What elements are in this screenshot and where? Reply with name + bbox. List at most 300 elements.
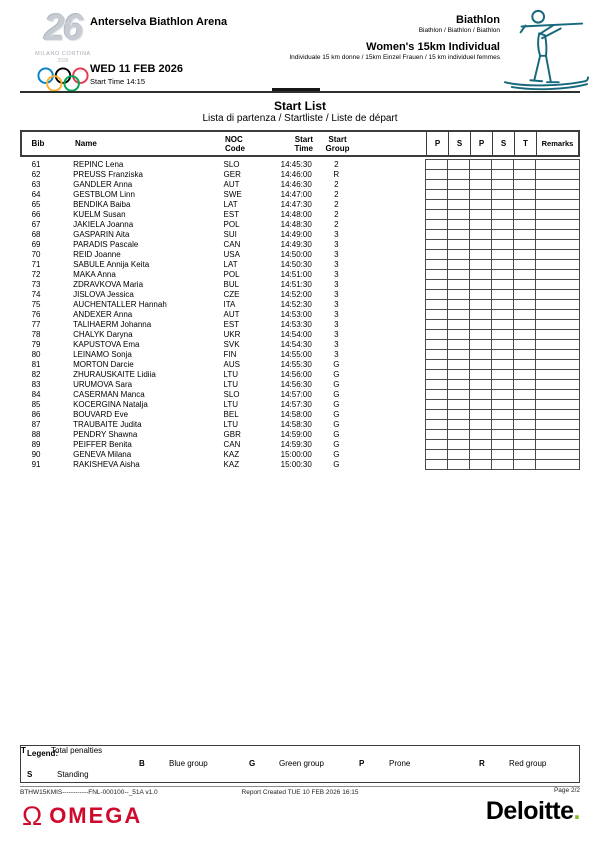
legend-key: S (27, 770, 33, 779)
score-box-standing-2 (491, 290, 513, 300)
name-cell: GESTBLOM Linn (73, 189, 135, 199)
start-group-cell: G (333, 389, 340, 399)
spacer-cell (359, 170, 425, 180)
spacer-cell (359, 240, 425, 250)
noc-cell: KAZ (223, 459, 240, 469)
legend-label: Total penalties (51, 746, 103, 755)
name-cell: GASPARIN Aita (73, 229, 130, 239)
score-box-prone-2 (469, 450, 491, 460)
remarks-cell (535, 430, 579, 440)
legend-key: T (21, 746, 26, 755)
table-row (20, 330, 580, 340)
score-box-standing-2 (491, 370, 513, 380)
score-box-prone-1 (425, 290, 447, 300)
score-box-prone-2 (469, 400, 491, 410)
score-box-total (513, 350, 535, 360)
score-box-total (513, 390, 535, 400)
spacer-cell (359, 230, 425, 240)
remarks-cell (535, 340, 579, 350)
score-box-prone-2 (469, 160, 491, 170)
score-box-total (513, 360, 535, 370)
remarks-cell (535, 460, 579, 470)
noc-cell: SLO (223, 389, 240, 399)
name-cell: MAKA Anna (73, 269, 116, 279)
name-cell: TALIHAERM Johanna (73, 319, 152, 329)
remarks-cell (535, 330, 579, 340)
start-group-cell: 2 (334, 219, 339, 229)
spacer-cell (359, 320, 425, 330)
score-box-standing-2 (491, 310, 513, 320)
score-box-prone-2 (469, 410, 491, 420)
spacer-cell (359, 380, 425, 390)
score-box-prone-1 (425, 460, 447, 470)
score-box-standing-2 (491, 380, 513, 390)
omega-icon: Ω (22, 801, 43, 831)
score-box-prone-1 (425, 300, 447, 310)
start-group-cell: G (333, 459, 340, 469)
score-box-total (513, 420, 535, 430)
score-box-standing-1 (447, 280, 469, 290)
start-time-cell: 14:58:30 (280, 419, 312, 429)
bib-cell: 84 (31, 389, 41, 399)
name-cell: BOUVARD Eve (73, 409, 129, 419)
noc-cell: POL (223, 219, 240, 229)
score-box-prone-1 (425, 390, 447, 400)
score-box-prone-1 (425, 260, 447, 270)
score-box-standing-2 (491, 330, 513, 340)
start-time-cell: 14:54:00 (280, 329, 312, 339)
score-box-prone-1 (425, 200, 447, 210)
remarks-cell (535, 270, 579, 280)
omega-logo (22, 801, 142, 831)
score-box-prone-2 (469, 360, 491, 370)
start-group-cell: G (333, 449, 340, 459)
score-box-standing-1 (447, 430, 469, 440)
score-box-standing-1 (447, 440, 469, 450)
bib-cell: 87 (31, 419, 41, 429)
spacer-cell (359, 260, 425, 270)
start-group-cell: G (333, 419, 340, 429)
score-box-prone-1 (425, 370, 447, 380)
score-box-total (513, 240, 535, 250)
legend-item (249, 759, 324, 768)
score-box-standing-2 (491, 450, 513, 460)
name-cell: MORTON Darcie (73, 359, 134, 369)
remarks-cell (535, 400, 579, 410)
bib-cell: 70 (31, 249, 41, 259)
bib-cell: 81 (31, 359, 41, 369)
score-box-prone-2 (469, 440, 491, 450)
table-row (20, 300, 580, 310)
name-cell: GENEVA Milana (73, 449, 132, 459)
score-box-total (513, 450, 535, 460)
name-cell: ZDRAVKOVA Maria (73, 279, 144, 289)
spacer-cell (359, 200, 425, 210)
noc-cell: LTU (223, 399, 239, 409)
score-box-standing-2 (491, 250, 513, 260)
column-header-prone-2: P (470, 132, 492, 155)
noc-cell: EST (223, 319, 240, 329)
remarks-cell (535, 420, 579, 430)
score-box-total (513, 380, 535, 390)
table-row (20, 160, 580, 170)
score-box-total (513, 310, 535, 320)
remarks-cell (535, 210, 579, 220)
event-header (289, 14, 500, 61)
remarks-cell (535, 410, 579, 420)
name-cell: KOCERGINA Natalja (73, 399, 148, 409)
score-box-standing-2 (491, 240, 513, 250)
start-group-cell: 2 (334, 199, 339, 209)
score-box-standing-2 (491, 460, 513, 470)
start-group-cell: 3 (334, 329, 339, 339)
start-time-cell: 14:56:30 (280, 379, 312, 389)
score-box-prone-2 (469, 330, 491, 340)
start-group-cell: G (333, 439, 340, 449)
table-header (20, 130, 580, 157)
bib-cell: 72 (31, 269, 41, 279)
start-time-cell: 14:57:00 (280, 389, 312, 399)
score-box-total (513, 160, 535, 170)
noc-cell: ITA (223, 299, 236, 309)
score-box-total (513, 210, 535, 220)
score-box-standing-2 (491, 170, 513, 180)
table-row (20, 340, 580, 350)
table-row (20, 440, 580, 450)
score-box-prone-1 (425, 310, 447, 320)
bib-cell: 90 (31, 449, 41, 459)
start-time-cell: 14:49:30 (280, 239, 312, 249)
start-group-cell: 3 (334, 249, 339, 259)
start-group-cell: 2 (334, 189, 339, 199)
score-box-standing-1 (447, 350, 469, 360)
remarks-cell (535, 260, 579, 270)
start-time-cell: 15:00:30 (280, 459, 312, 469)
score-box-standing-1 (447, 230, 469, 240)
score-box-total (513, 320, 535, 330)
bib-cell: 73 (31, 279, 41, 289)
start-group-cell: R (333, 169, 340, 179)
score-box-prone-1 (425, 430, 447, 440)
olympic-rings-icon (36, 67, 90, 94)
table-row (20, 400, 580, 410)
legend-item (21, 746, 102, 755)
score-box-total (513, 300, 535, 310)
score-box-prone-1 (425, 240, 447, 250)
spacer-cell (359, 430, 425, 440)
bib-cell: 86 (31, 409, 41, 419)
score-box-standing-1 (447, 460, 469, 470)
score-box-prone-2 (469, 180, 491, 190)
event-date: WED 11 FEB 2026 (90, 63, 183, 75)
score-box-standing-2 (491, 190, 513, 200)
score-box-prone-1 (425, 320, 447, 330)
score-box-standing-1 (447, 300, 469, 310)
spacer-cell (359, 370, 425, 380)
score-box-prone-1 (425, 420, 447, 430)
name-cell: LEINAMO Sonja (73, 349, 132, 359)
name-cell: REID Joanne (73, 249, 121, 259)
spacer-cell (359, 300, 425, 310)
column-header-bib: Bib (31, 139, 45, 148)
event-langs: Individuale 15 km donne / 15km Einzel Frauen / 15 km individuel femmes (289, 54, 500, 61)
score-box-standing-1 (447, 400, 469, 410)
noc-cell: SVK (223, 339, 240, 349)
noc-cell: LTU (223, 419, 239, 429)
spacer-cell (359, 410, 425, 420)
table-row (20, 350, 580, 360)
start-time-cell: 14:52:30 (280, 299, 312, 309)
score-box-standing-2 (491, 200, 513, 210)
bib-cell: 79 (31, 339, 41, 349)
bib-cell: 88 (31, 429, 41, 439)
score-box-prone-1 (425, 170, 447, 180)
noc-cell: UKR (223, 329, 241, 339)
remarks-cell (535, 300, 579, 310)
name-cell: URUMOVA Sara (73, 379, 133, 389)
start-list-table (20, 159, 580, 470)
table-row (20, 180, 580, 190)
table-row (20, 370, 580, 380)
deloitte-dot: . (573, 797, 580, 825)
start-group-cell: G (333, 429, 340, 439)
score-box-standing-1 (447, 210, 469, 220)
noc-cell: BEL (223, 409, 239, 419)
legend-items (21, 746, 579, 782)
spacer-cell (359, 210, 425, 220)
noc-cell: SLO (223, 159, 240, 169)
score-box-standing-2 (491, 360, 513, 370)
start-group-cell: G (333, 399, 340, 409)
start-time-cell: 14:56:00 (280, 369, 312, 379)
score-box-prone-2 (469, 310, 491, 320)
score-box-standing-2 (491, 210, 513, 220)
spacer-cell (359, 350, 425, 360)
start-group-cell: 3 (334, 319, 339, 329)
score-box-standing-2 (491, 230, 513, 240)
spacer-cell (359, 340, 425, 350)
score-box-prone-1 (425, 360, 447, 370)
score-box-standing-2 (491, 270, 513, 280)
bib-cell: 61 (31, 159, 41, 169)
start-time-cell: 14:51:00 (280, 269, 312, 279)
start-time: Start Time 14:15 (90, 77, 146, 86)
start-group-cell: 3 (334, 269, 339, 279)
score-box-total (513, 260, 535, 270)
legend-item (27, 770, 89, 779)
score-box-prone-1 (425, 250, 447, 260)
score-box-prone-2 (469, 320, 491, 330)
spacer-cell (359, 250, 425, 260)
start-time-cell: 14:47:30 (280, 199, 312, 209)
table-row (20, 240, 580, 250)
score-box-prone-2 (469, 190, 491, 200)
score-box-standing-1 (447, 250, 469, 260)
header-rule (20, 91, 580, 93)
start-time-cell: 14:50:00 (280, 249, 312, 259)
name-cell: ANDEXER Anna (73, 309, 133, 319)
remarks-cell (535, 280, 579, 290)
score-box-standing-1 (447, 180, 469, 190)
legend-box (20, 745, 580, 783)
score-box-total (513, 430, 535, 440)
noc-cell: CZE (223, 289, 240, 299)
score-box-prone-1 (425, 230, 447, 240)
bib-cell: 63 (31, 179, 41, 189)
bib-cell: 82 (31, 369, 41, 379)
table-row (20, 210, 580, 220)
table-row (20, 320, 580, 330)
spacer-cell (359, 290, 425, 300)
score-box-total (513, 180, 535, 190)
name-cell: JAKIELA Joanna (73, 219, 134, 229)
footer-document-code: BTHW15KMIS------------FNL-000100--_51A v1.0 (20, 789, 158, 796)
remarks-cell (535, 440, 579, 450)
legend-key: G (249, 759, 256, 768)
name-cell: AUCHENTALLER Hannah (73, 299, 167, 309)
start-time-cell: 14:48:00 (280, 209, 312, 219)
remarks-cell (535, 320, 579, 330)
bib-cell: 76 (31, 309, 41, 319)
legend-label: Blue group (169, 759, 208, 768)
legend-key: R (479, 759, 485, 768)
score-box-standing-1 (447, 320, 469, 330)
score-box-standing-2 (491, 160, 513, 170)
legend-label: Green group (279, 759, 324, 768)
bib-cell: 77 (31, 319, 41, 329)
score-box-standing-1 (447, 260, 469, 270)
spacer-cell (359, 400, 425, 410)
name-cell: PEIFFER Benita (73, 439, 132, 449)
column-header-standing-2: S (492, 132, 514, 155)
start-time-cell: 14:47:00 (280, 189, 312, 199)
score-box-prone-2 (469, 350, 491, 360)
score-box-total (513, 370, 535, 380)
table-row (20, 230, 580, 240)
remarks-cell (535, 370, 579, 380)
column-header-standing-1: S (448, 132, 470, 155)
bib-cell: 85 (31, 399, 41, 409)
noc-cell: FIN (223, 349, 237, 359)
noc-cell: LTU (223, 379, 239, 389)
name-cell: CASERMAN Manca (73, 389, 145, 399)
legend-item (359, 759, 410, 768)
score-box-prone-1 (425, 270, 447, 280)
score-box-total (513, 290, 535, 300)
score-box-standing-1 (447, 240, 469, 250)
remarks-cell (535, 310, 579, 320)
score-box-prone-2 (469, 340, 491, 350)
bib-cell: 78 (31, 329, 41, 339)
page-number: Page 2/2 (553, 787, 580, 794)
score-box-standing-2 (491, 420, 513, 430)
score-box-prone-1 (425, 180, 447, 190)
score-box-total (513, 230, 535, 240)
score-box-standing-1 (447, 370, 469, 380)
table-row (20, 170, 580, 180)
start-group-cell: G (333, 359, 340, 369)
table-row (20, 310, 580, 320)
score-box-prone-2 (469, 270, 491, 280)
remarks-cell (535, 230, 579, 240)
spacer-cell (359, 460, 425, 470)
noc-cell: SWE (223, 189, 242, 199)
bib-cell: 68 (31, 229, 41, 239)
start-time-cell: 14:51:30 (280, 279, 312, 289)
score-box-prone-2 (469, 290, 491, 300)
score-box-standing-2 (491, 400, 513, 410)
start-group-cell: 2 (334, 209, 339, 219)
score-box-standing-2 (491, 350, 513, 360)
start-group-cell: 3 (334, 239, 339, 249)
score-box-prone-1 (425, 400, 447, 410)
score-box-standing-2 (491, 280, 513, 290)
legend-label: Prone (389, 759, 411, 768)
noc-cell: GER (223, 169, 241, 179)
deloitte-wordmark: Deloitte (485, 797, 574, 825)
score-box-standing-1 (447, 330, 469, 340)
omega-wordmark: OMEGA (49, 803, 143, 828)
bib-cell: 69 (31, 239, 41, 249)
score-box-prone-2 (469, 390, 491, 400)
name-cell: REPINC Lena (73, 159, 124, 169)
table-row (20, 270, 580, 280)
score-box-prone-2 (469, 200, 491, 210)
footer-rule (20, 786, 580, 787)
start-time-cell: 14:55:00 (280, 349, 312, 359)
score-box-standing-2 (491, 300, 513, 310)
start-time-cell: 14:49:00 (280, 229, 312, 239)
milano-cortina-year: 2026 (57, 58, 69, 64)
spacer-cell (359, 450, 425, 460)
score-box-total (513, 250, 535, 260)
bib-cell: 66 (31, 209, 41, 219)
score-box-standing-2 (491, 180, 513, 190)
remarks-cell (535, 450, 579, 460)
table-row (20, 290, 580, 300)
score-box-total (513, 460, 535, 470)
score-box-standing-2 (491, 390, 513, 400)
start-time-cell: 14:59:30 (280, 439, 312, 449)
remarks-cell (535, 220, 579, 230)
noc-cell: LTU (223, 369, 239, 379)
event-title: Women's 15km Individual (366, 41, 500, 53)
score-box-standing-2 (491, 430, 513, 440)
score-box-standing-1 (447, 270, 469, 280)
noc-cell: LAT (223, 259, 238, 269)
name-cell: GANDLER Anna (73, 179, 133, 189)
page-title: Start List (273, 99, 326, 113)
score-box-prone-1 (425, 330, 447, 340)
score-box-standing-2 (491, 220, 513, 230)
remarks-cell (535, 190, 579, 200)
score-box-prone-2 (469, 280, 491, 290)
spacer-cell (359, 280, 425, 290)
table-row (20, 280, 580, 290)
score-box-total (513, 330, 535, 340)
score-box-total (513, 400, 535, 410)
score-box-prone-2 (469, 420, 491, 430)
start-group-cell: 3 (334, 349, 339, 359)
start-time-cell: 14:53:30 (280, 319, 312, 329)
remarks-cell (535, 360, 579, 370)
score-box-prone-2 (469, 370, 491, 380)
name-cell: RAKISHEVA Aisha (73, 459, 140, 469)
spacer-cell (359, 160, 425, 170)
start-group-cell: 2 (334, 159, 339, 169)
score-box-total (513, 280, 535, 290)
score-box-prone-1 (425, 410, 447, 420)
